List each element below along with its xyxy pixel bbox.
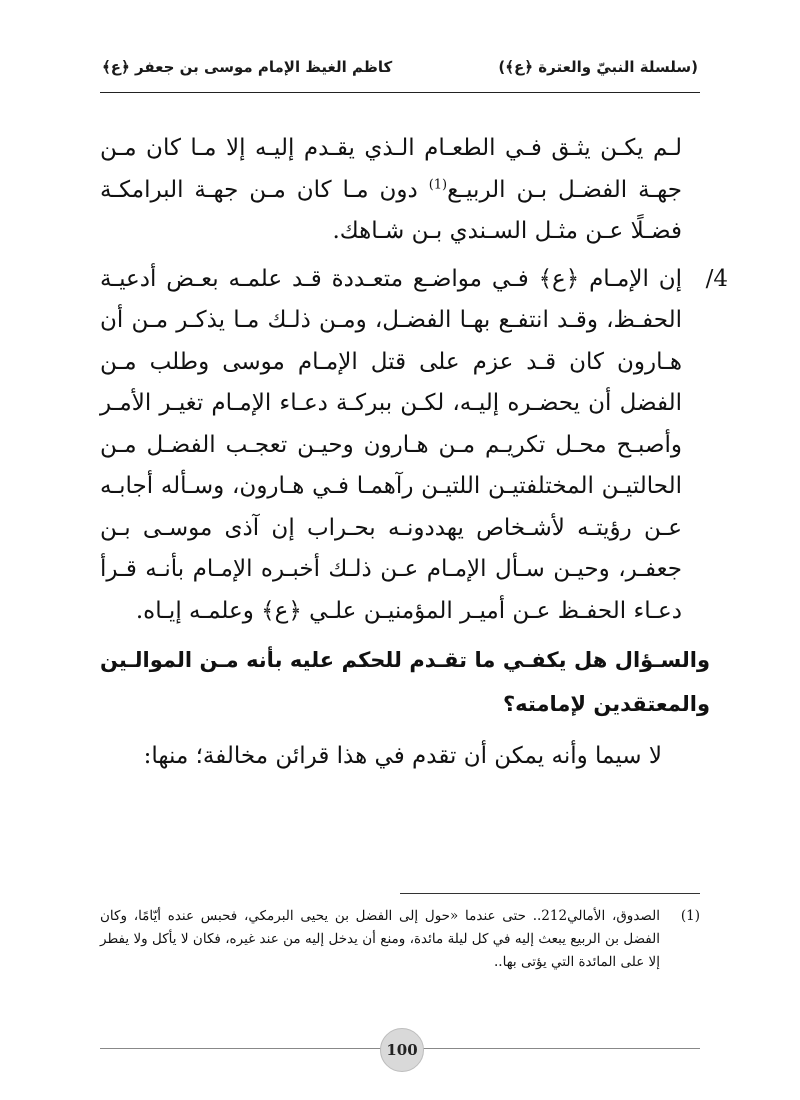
point-4-text: إن الإمـام ﴿ع﴾ فـي مواضـع متعـددة قـد علمـه بعـض أدعيـة الحفـظ، وقـد انتفـع بهـا الفضـل، ومـن ذلـك مـا يذكـر مـن أن هـارون كان قـد عزم على قتل الإمـام موسى وطلب مـن الفضل أن يحضـره إليـه، لكـن ببركـة دعـاء الإمـام تغيـر الأمـر وأصبـح محـل تكريـم مـن هـارون وحيـن تعجـب الفضـل مـن الحالتيـن المختلفتيـن اللتيـن رآهمـا فـي هـارون، وسـأله أجابـه عـن رؤيتـه لأشـخاص يهددونـه بحـراب إن آذى موسـى بـن جعفـر، وحيـن سـأل الإمـام عـن ذلـك أخبـره الإمـام بأنـه قـرأ دعـاء الحفـظ عـن أميـر المؤمنيـن علـي ﴿ع﴾ وعلمـه إيـاه. [100,265,682,624]
paragraph-intro-part1: لـم يكـن يثـق فـي الطعـام الـذي يقـدم إليـه إلا مـا كان مـن جهـة الفضـل بـن الربيـع [100,135,682,203]
footnote-reference[interactable]: (1) [428,176,448,192]
footnote-number: (1) [680,908,700,924]
footnote [100,905,700,974]
point-4 [100,259,728,633]
closing-line: لا سيما وأنه يمكن أن تقدم في هذا قرائن مخالفة؛ منها: [143,743,662,769]
paragraph-intro-part2: دون مـا كان مـن جهـة البرامكـة فضـلًا عـن مثـل السـندي بـن شـاهك. [100,176,682,244]
footnote-text: الصدوق، الأمالي212.. حتى عندما «حول إلى الفضل بن يحيى البرمكي، فحبس عنده أيّامًا، وكان الفضل بن الربيع يبعث إليه في كل ليلة مائدة، ومنع أن يدخل إليه من عند غيره، فكان لا يأكل ولا يفطر إلا على المائدة التي يؤتى بها.. [100,908,660,970]
running-header [100,52,700,86]
book-title: كاظم الغيظ الإمام موسى بن جعفر ﴿ع﴾ [102,58,393,76]
point-number: 4/ [705,265,728,292]
series-title: (سلسلة النبيّ والعترة ﴿ع﴾) [498,58,698,76]
main-text [100,128,728,778]
paragraph-intro [100,128,710,253]
footnote-divider [400,893,700,894]
question-heading: والسـؤال هل يكفـي ما تقـدم للحكم عليه بأنه مـن الموالـين والمعتقدين لإمامته؟ [100,648,710,716]
header-divider [100,92,700,93]
page-number: 100 [380,1028,424,1072]
